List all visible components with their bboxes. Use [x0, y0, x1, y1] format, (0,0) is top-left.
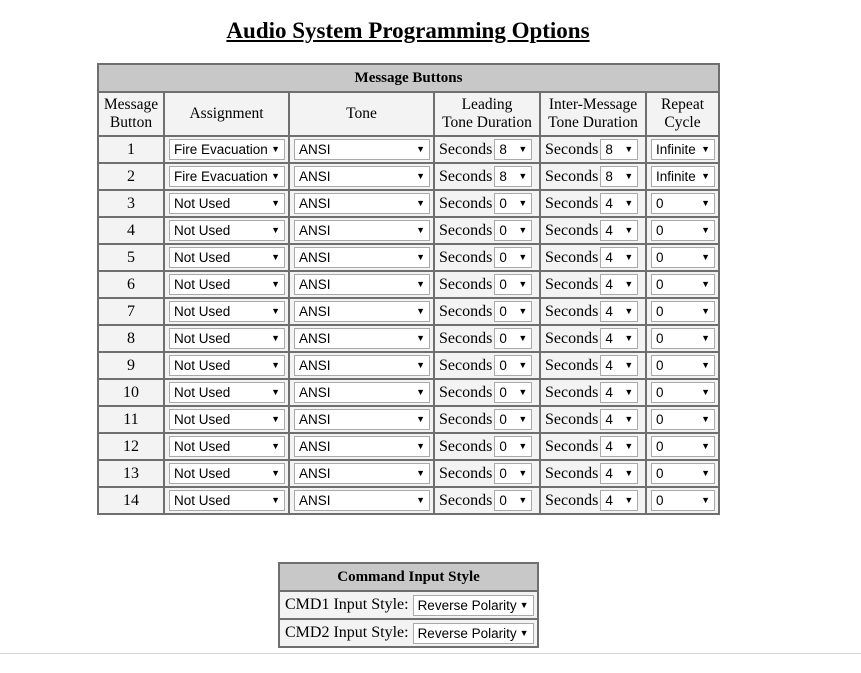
leading-duration-select[interactable]	[494, 274, 532, 295]
leading-duration-select[interactable]	[494, 139, 532, 160]
seconds-label: Seconds	[545, 383, 599, 401]
seconds-label: Seconds	[545, 221, 599, 239]
table-row	[98, 352, 719, 379]
select-value: Reverse Polarity	[417, 597, 517, 613]
seconds-label: Seconds	[545, 491, 599, 509]
select-value: 0	[656, 277, 664, 292]
seconds-label: Seconds	[439, 356, 493, 374]
seconds-label: Seconds	[439, 221, 493, 239]
dropdown-arrow-icon: ▼	[701, 333, 710, 343]
select-value: 0	[656, 196, 664, 211]
dropdown-arrow-icon: ▼	[701, 387, 710, 397]
table-row	[98, 136, 719, 163]
dropdown-arrow-icon: ▼	[624, 495, 634, 505]
select-value: Infinite	[656, 169, 696, 184]
tone-select[interactable]	[294, 247, 430, 268]
assignment-select[interactable]	[169, 301, 285, 322]
select-value: Not Used	[174, 196, 231, 211]
select-value: 4	[605, 385, 613, 400]
dropdown-arrow-icon: ▼	[701, 279, 710, 289]
select-value: 8	[499, 142, 507, 157]
tone-select[interactable]	[294, 166, 430, 187]
dropdown-arrow-icon: ▼	[518, 414, 528, 424]
tone-select[interactable]	[294, 490, 430, 511]
select-value: 0	[656, 385, 664, 400]
dropdown-arrow-icon: ▼	[701, 252, 710, 262]
dropdown-arrow-icon: ▼	[416, 441, 425, 451]
dropdown-arrow-icon: ▼	[518, 306, 528, 316]
assignment-select[interactable]	[169, 436, 285, 457]
dropdown-arrow-icon: ▼	[416, 333, 425, 343]
message-button-number: 5	[98, 244, 164, 271]
seconds-label: Seconds	[545, 140, 599, 158]
page-title: Audio System Programming Options	[226, 18, 590, 43]
dropdown-arrow-icon: ▼	[271, 441, 280, 451]
select-value: 0	[656, 358, 664, 373]
select-value: 4	[605, 493, 613, 508]
dropdown-arrow-icon: ▼	[518, 198, 528, 208]
select-value: Not Used	[174, 277, 231, 292]
seconds-label: Seconds	[545, 356, 599, 374]
repeat-cycle-select[interactable]	[651, 139, 715, 160]
assignment-select[interactable]	[169, 166, 285, 187]
repeat-cycle-select[interactable]	[651, 220, 715, 241]
table-row	[98, 217, 719, 244]
select-value: ANSI	[299, 169, 331, 184]
seconds-label: Seconds	[545, 410, 599, 428]
header-assignment: Assignment	[164, 92, 289, 136]
table-row	[98, 298, 719, 325]
header-leading-tone-duration: Leading Tone Duration	[434, 92, 540, 136]
message-button-number: 9	[98, 352, 164, 379]
seconds-label: Seconds	[439, 275, 493, 293]
select-value: 0	[656, 223, 664, 238]
inter-message-duration-select[interactable]	[600, 490, 638, 511]
select-value: 0	[656, 493, 664, 508]
message-button-number: 2	[98, 163, 164, 190]
dropdown-arrow-icon: ▼	[271, 360, 280, 370]
dropdown-arrow-icon: ▼	[518, 279, 528, 289]
seconds-label: Seconds	[439, 437, 493, 455]
select-value: 4	[605, 331, 613, 346]
select-value: 0	[499, 412, 507, 427]
select-value: ANSI	[299, 358, 331, 373]
table-row	[98, 163, 719, 190]
select-value: ANSI	[299, 385, 331, 400]
select-value: ANSI	[299, 439, 331, 454]
dropdown-arrow-icon: ▼	[271, 414, 280, 424]
select-value: 0	[499, 466, 507, 481]
bottom-divider	[0, 653, 861, 654]
tone-select[interactable]	[294, 274, 430, 295]
tone-select[interactable]	[294, 436, 430, 457]
seconds-label: Seconds	[545, 329, 599, 347]
message-button-number: 3	[98, 190, 164, 217]
dropdown-arrow-icon: ▼	[416, 360, 425, 370]
dropdown-arrow-icon: ▼	[701, 414, 710, 424]
header-inter-message-tone-duration: Inter-Message Tone Duration	[540, 92, 646, 136]
tone-select[interactable]	[294, 463, 430, 484]
inter-message-duration-select[interactable]	[600, 274, 638, 295]
repeat-cycle-select[interactable]	[651, 409, 715, 430]
inter-message-duration-select[interactable]	[600, 382, 638, 403]
leading-duration-select[interactable]	[494, 490, 532, 511]
leading-duration-select[interactable]	[494, 220, 532, 241]
select-value: Fire Evacuation	[174, 142, 268, 157]
command-input-style-select[interactable]	[413, 595, 534, 616]
seconds-label: Seconds	[439, 302, 493, 320]
message-button-number: 4	[98, 217, 164, 244]
select-value: 0	[656, 250, 664, 265]
seconds-label: Seconds	[439, 194, 493, 212]
dropdown-arrow-icon: ▼	[416, 171, 425, 181]
header-tone: Tone	[289, 92, 434, 136]
select-value: Not Used	[174, 304, 231, 319]
message-button-number: 13	[98, 460, 164, 487]
dropdown-arrow-icon: ▼	[271, 171, 280, 181]
table-row	[98, 325, 719, 352]
table-caption: Message Buttons	[98, 64, 719, 92]
repeat-cycle-select[interactable]	[651, 328, 715, 349]
command-row	[279, 591, 538, 619]
table-row	[98, 406, 719, 433]
select-value: 4	[605, 412, 613, 427]
select-value: ANSI	[299, 412, 331, 427]
dropdown-arrow-icon: ▼	[624, 144, 634, 154]
dropdown-arrow-icon: ▼	[518, 144, 528, 154]
dropdown-arrow-icon: ▼	[416, 252, 425, 262]
inter-message-duration-select[interactable]	[600, 436, 638, 457]
dropdown-arrow-icon: ▼	[701, 441, 710, 451]
tone-select[interactable]	[294, 382, 430, 403]
dropdown-arrow-icon: ▼	[271, 225, 280, 235]
dropdown-arrow-icon: ▼	[624, 171, 634, 181]
inter-message-duration-select[interactable]	[600, 166, 638, 187]
dropdown-arrow-icon: ▼	[271, 252, 280, 262]
select-value: 0	[499, 277, 507, 292]
select-value: 0	[656, 331, 664, 346]
select-value: 0	[499, 223, 507, 238]
seconds-label: Seconds	[545, 275, 599, 293]
dropdown-arrow-icon: ▼	[271, 468, 280, 478]
dropdown-arrow-icon: ▼	[624, 225, 634, 235]
assignment-select[interactable]	[169, 193, 285, 214]
select-value: 8	[499, 169, 507, 184]
assignment-select[interactable]	[169, 490, 285, 511]
leading-duration-select[interactable]	[494, 193, 532, 214]
leading-duration-select[interactable]	[494, 247, 532, 268]
repeat-cycle-select[interactable]	[651, 301, 715, 322]
seconds-label: Seconds	[439, 491, 493, 509]
dropdown-arrow-icon: ▼	[518, 360, 528, 370]
table-row	[98, 271, 719, 298]
leading-duration-select[interactable]	[494, 328, 532, 349]
select-value: ANSI	[299, 304, 331, 319]
table-row	[98, 244, 719, 271]
seconds-label: Seconds	[545, 248, 599, 266]
select-value: 4	[605, 439, 613, 454]
inter-message-duration-select[interactable]	[600, 139, 638, 160]
dropdown-arrow-icon: ▼	[701, 171, 710, 181]
dropdown-arrow-icon: ▼	[518, 252, 528, 262]
select-value: 4	[605, 466, 613, 481]
dropdown-arrow-icon: ▼	[701, 225, 710, 235]
select-value: 8	[605, 142, 613, 157]
assignment-select[interactable]	[169, 355, 285, 376]
inter-message-duration-select[interactable]	[600, 328, 638, 349]
command-input-style-select[interactable]	[413, 623, 534, 644]
tone-select[interactable]	[294, 193, 430, 214]
select-value: 0	[499, 385, 507, 400]
dropdown-arrow-icon: ▼	[416, 387, 425, 397]
command-row	[279, 619, 538, 647]
select-value: ANSI	[299, 466, 331, 481]
dropdown-arrow-icon: ▼	[519, 599, 529, 610]
dropdown-arrow-icon: ▼	[271, 144, 280, 154]
tone-select[interactable]	[294, 328, 430, 349]
dropdown-arrow-icon: ▼	[624, 279, 634, 289]
tone-select[interactable]	[294, 301, 430, 322]
dropdown-arrow-icon: ▼	[271, 333, 280, 343]
dropdown-arrow-icon: ▼	[701, 495, 710, 505]
select-value: 4	[605, 277, 613, 292]
seconds-label: Seconds	[545, 194, 599, 212]
dropdown-arrow-icon: ▼	[624, 333, 634, 343]
inter-message-duration-select[interactable]	[600, 463, 638, 484]
dropdown-arrow-icon: ▼	[624, 387, 634, 397]
dropdown-arrow-icon: ▼	[416, 144, 425, 154]
message-buttons-table	[97, 63, 720, 515]
leading-duration-select[interactable]	[494, 301, 532, 322]
dropdown-arrow-icon: ▼	[518, 495, 528, 505]
leading-duration-select[interactable]	[494, 436, 532, 457]
select-value: Fire Evacuation	[174, 169, 268, 184]
header-message-button: Message Button	[98, 92, 164, 136]
assignment-select[interactable]	[169, 409, 285, 430]
select-value: 0	[499, 196, 507, 211]
dropdown-arrow-icon: ▼	[271, 387, 280, 397]
select-value: Not Used	[174, 439, 231, 454]
table-row	[98, 487, 719, 514]
table-row	[98, 379, 719, 406]
leading-duration-select[interactable]	[494, 355, 532, 376]
select-value: ANSI	[299, 493, 331, 508]
repeat-cycle-select[interactable]	[651, 436, 715, 457]
select-value: Not Used	[174, 358, 231, 373]
message-button-number: 7	[98, 298, 164, 325]
dropdown-arrow-icon: ▼	[518, 225, 528, 235]
assignment-select[interactable]	[169, 247, 285, 268]
dropdown-arrow-icon: ▼	[271, 198, 280, 208]
table-row	[98, 460, 719, 487]
select-value: 8	[605, 169, 613, 184]
dropdown-arrow-icon: ▼	[271, 495, 280, 505]
select-value: Not Used	[174, 250, 231, 265]
message-button-number: 10	[98, 379, 164, 406]
select-value: Not Used	[174, 412, 231, 427]
inter-message-duration-select[interactable]	[600, 220, 638, 241]
assignment-select[interactable]	[169, 139, 285, 160]
select-value: 0	[499, 358, 507, 373]
dropdown-arrow-icon: ▼	[518, 387, 528, 397]
inter-message-duration-select[interactable]	[600, 193, 638, 214]
seconds-label: Seconds	[545, 437, 599, 455]
dropdown-arrow-icon: ▼	[701, 468, 710, 478]
inter-message-duration-select[interactable]	[600, 409, 638, 430]
seconds-label: Seconds	[439, 410, 493, 428]
select-value: Infinite	[656, 142, 696, 157]
select-value: ANSI	[299, 277, 331, 292]
repeat-cycle-select[interactable]	[651, 247, 715, 268]
seconds-label: Seconds	[545, 302, 599, 320]
dropdown-arrow-icon: ▼	[271, 279, 280, 289]
select-value: Not Used	[174, 493, 231, 508]
dropdown-arrow-icon: ▼	[416, 468, 425, 478]
repeat-cycle-select[interactable]	[651, 274, 715, 295]
seconds-label: Seconds	[545, 464, 599, 482]
message-button-number: 12	[98, 433, 164, 460]
leading-duration-select[interactable]	[494, 166, 532, 187]
dropdown-arrow-icon: ▼	[416, 414, 425, 424]
select-value: ANSI	[299, 196, 331, 211]
dropdown-arrow-icon: ▼	[624, 306, 634, 316]
dropdown-arrow-icon: ▼	[416, 279, 425, 289]
dropdown-arrow-icon: ▼	[518, 333, 528, 343]
select-value: Reverse Polarity	[417, 625, 517, 641]
select-value: Not Used	[174, 385, 231, 400]
seconds-label: Seconds	[439, 167, 493, 185]
dropdown-arrow-icon: ▼	[518, 468, 528, 478]
dropdown-arrow-icon: ▼	[519, 627, 529, 638]
tone-select[interactable]	[294, 409, 430, 430]
command-input-label: CMD2 Input Style:	[285, 623, 409, 641]
assignment-select[interactable]	[169, 220, 285, 241]
inter-message-duration-select[interactable]	[600, 355, 638, 376]
assignment-select[interactable]	[169, 463, 285, 484]
select-value: 0	[656, 304, 664, 319]
dropdown-arrow-icon: ▼	[624, 441, 634, 451]
command-table-caption: Command Input Style	[279, 563, 538, 591]
repeat-cycle-select[interactable]	[651, 490, 715, 511]
select-value: ANSI	[299, 223, 331, 238]
seconds-label: Seconds	[439, 140, 493, 158]
command-input-style-table	[278, 562, 539, 648]
message-button-number: 8	[98, 325, 164, 352]
select-value: 4	[605, 223, 613, 238]
select-value: 0	[656, 466, 664, 481]
inter-message-duration-select[interactable]	[600, 301, 638, 322]
select-value: 4	[605, 196, 613, 211]
dropdown-arrow-icon: ▼	[624, 360, 634, 370]
select-value: 0	[499, 493, 507, 508]
tone-select[interactable]	[294, 139, 430, 160]
select-value: 4	[605, 250, 613, 265]
select-value: 0	[499, 250, 507, 265]
tone-select[interactable]	[294, 220, 430, 241]
select-value: 0	[656, 412, 664, 427]
repeat-cycle-select[interactable]	[651, 463, 715, 484]
select-value: 4	[605, 304, 613, 319]
seconds-label: Seconds	[545, 167, 599, 185]
dropdown-arrow-icon: ▼	[416, 225, 425, 235]
select-value: ANSI	[299, 331, 331, 346]
repeat-cycle-select[interactable]	[651, 382, 715, 403]
repeat-cycle-select[interactable]	[651, 193, 715, 214]
seconds-label: Seconds	[439, 248, 493, 266]
select-value: ANSI	[299, 250, 331, 265]
select-value: 0	[656, 439, 664, 454]
select-value: Not Used	[174, 223, 231, 238]
assignment-select[interactable]	[169, 274, 285, 295]
seconds-label: Seconds	[439, 464, 493, 482]
dropdown-arrow-icon: ▼	[701, 198, 710, 208]
dropdown-arrow-icon: ▼	[701, 144, 710, 154]
header-repeat-cycle: Repeat Cycle	[646, 92, 719, 136]
leading-duration-select[interactable]	[494, 382, 532, 403]
select-value: Not Used	[174, 466, 231, 481]
dropdown-arrow-icon: ▼	[518, 441, 528, 451]
dropdown-arrow-icon: ▼	[624, 414, 634, 424]
seconds-label: Seconds	[439, 329, 493, 347]
dropdown-arrow-icon: ▼	[624, 198, 634, 208]
message-button-number: 6	[98, 271, 164, 298]
select-value: Not Used	[174, 331, 231, 346]
tone-select[interactable]	[294, 355, 430, 376]
repeat-cycle-select[interactable]	[651, 166, 715, 187]
select-value: 0	[499, 304, 507, 319]
seconds-label: Seconds	[439, 383, 493, 401]
dropdown-arrow-icon: ▼	[271, 306, 280, 316]
select-value: 0	[499, 439, 507, 454]
table-row	[98, 433, 719, 460]
select-value: 0	[499, 331, 507, 346]
repeat-cycle-select[interactable]	[651, 355, 715, 376]
dropdown-arrow-icon: ▼	[518, 171, 528, 181]
dropdown-arrow-icon: ▼	[701, 306, 710, 316]
table-row	[98, 190, 719, 217]
message-button-number: 14	[98, 487, 164, 514]
inter-message-duration-select[interactable]	[600, 247, 638, 268]
leading-duration-select[interactable]	[494, 409, 532, 430]
assignment-select[interactable]	[169, 328, 285, 349]
dropdown-arrow-icon: ▼	[624, 252, 634, 262]
message-button-number: 11	[98, 406, 164, 433]
leading-duration-select[interactable]	[494, 463, 532, 484]
assignment-select[interactable]	[169, 382, 285, 403]
message-button-number: 1	[98, 136, 164, 163]
dropdown-arrow-icon: ▼	[416, 495, 425, 505]
dropdown-arrow-icon: ▼	[416, 306, 425, 316]
dropdown-arrow-icon: ▼	[416, 198, 425, 208]
select-value: 4	[605, 358, 613, 373]
dropdown-arrow-icon: ▼	[701, 360, 710, 370]
select-value: ANSI	[299, 142, 331, 157]
command-input-label: CMD1 Input Style:	[285, 595, 409, 613]
dropdown-arrow-icon: ▼	[624, 468, 634, 478]
